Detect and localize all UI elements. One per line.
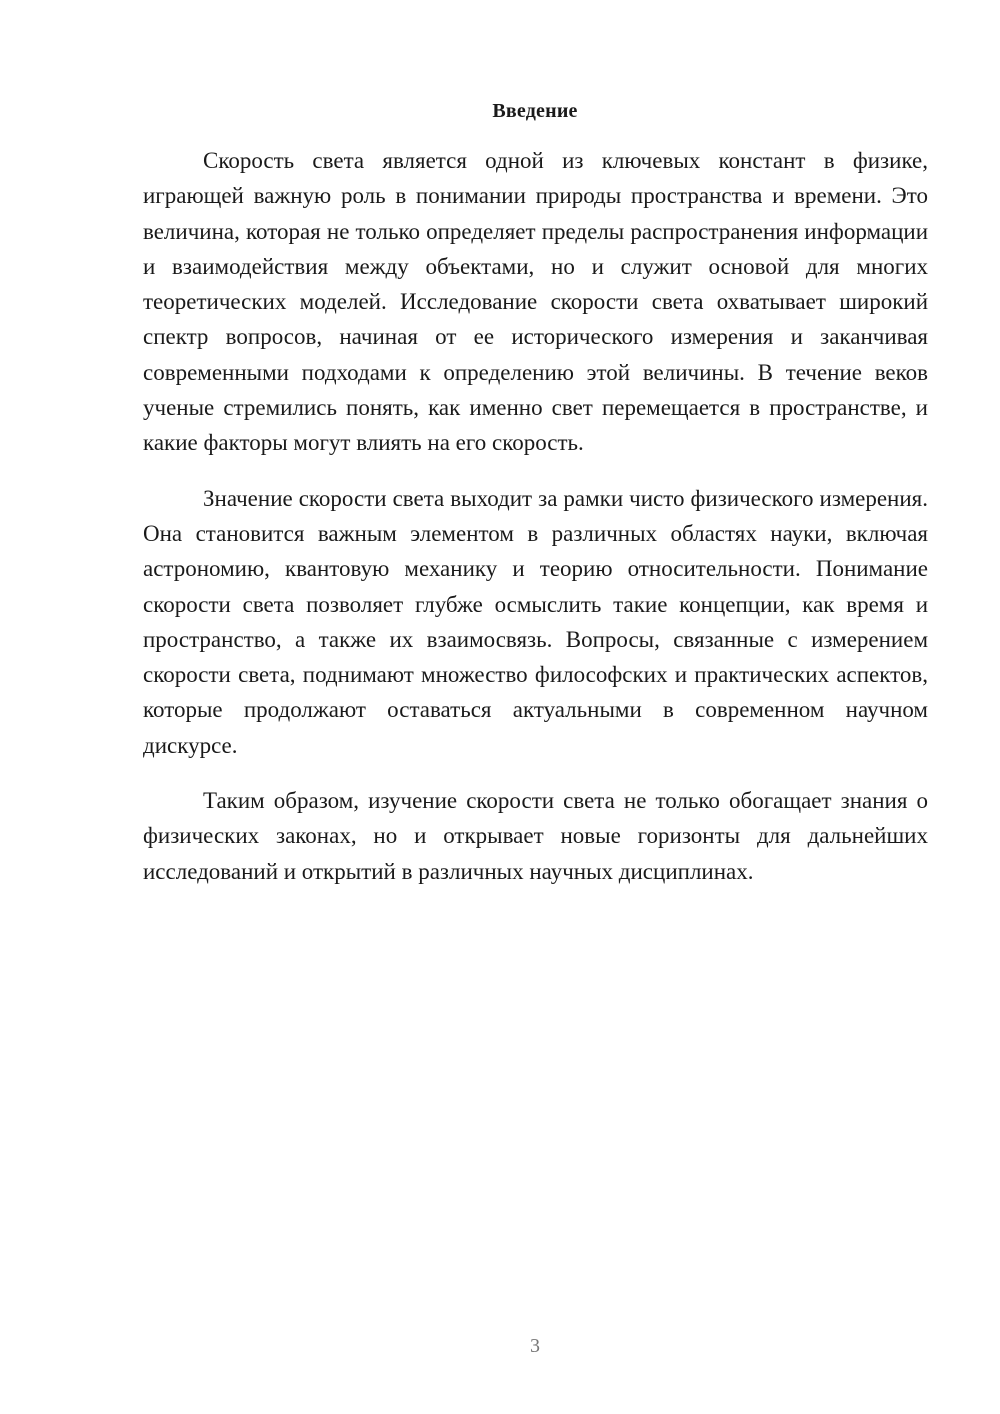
page-number: 3	[530, 1335, 540, 1357]
body-text	[143, 143, 928, 889]
paragraph-1: Скорость света является одной из ключевых констант в физике, играющей важную роль в понимании природы пространства и времени. Это величина, которая не только определяет пределы распространения информации и взаимодействия между объектами, но и служит основой для многих теоретических моделей. Исследование скорости света охватывает широкий спектр вопросов, начиная от ее исторического измерения и заканчивая современными подходами к определению этой величины. В течение веков ученые стремились понять, как именно свет перемещается в пространстве, и какие факторы могут влиять на его скорость.	[143, 148, 928, 456]
section-title: Введение	[492, 100, 578, 122]
paragraph-2: Значение скорости света выходит за рамки чисто физического измерения. Она становится важным элементом в различных областях науки, включая астрономию, квантовую механику и теорию относительности. Понимание скорости света позволяет глубже осмыслить такие концепции, как время и пространство, а также их взаимосвязь. Вопросы, связанные с измерением скорости света, поднимают множество философских и практических аспектов, которые продолжают оставаться актуальными в современном научном дискурсе.	[143, 485, 928, 758]
paragraph-3: Таким образом, изучение скорости света не только обогащает знания о физических законах, но и открывает новые горизонты для дальнейших исследований и открытий в различных научных дисциплинах.	[143, 788, 928, 884]
